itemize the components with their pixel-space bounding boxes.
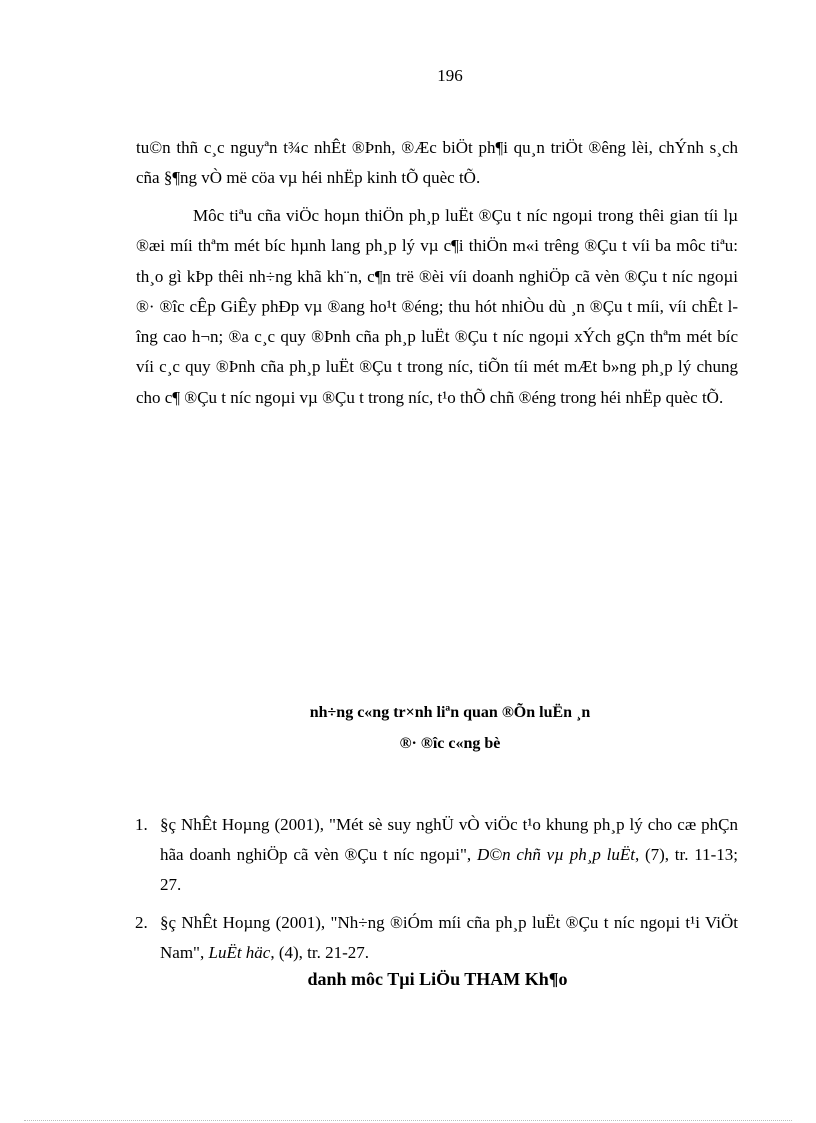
body-paragraph-2: Môc tiªu cña viÖc hoµn thiÖn ph¸p luËt ®Çu t níc ngoµi trong thêi gian tíi lµ ®æi míi thªm mét bíc hµnh lang ph¸p lý vµ c¶i thiÖn m«i trêng ®Çu t víi ba môc tiªu: th¸o gì kÞp thêi nh÷ng khã kh¨n, c¶n trë ®èi víi doanh nghiÖp cã vèn ®Çu t níc ngoµi ®· ®îc cÊp GiÊy phÐp vµ ®ang ho¹t ®éng; thu hót nhiÒu dù ¸n ®Çu t míi, víi chÊt lîng cao h¬n; ®a c¸c quy ®Þnh cña ph¸p luËt ®Çu t níc ngoµi xÝch gÇn thªm mét bíc víi c¸c quy ®Þnh cña ph¸p luËt ®Çu t trong níc, tiÕn tíi mét mÆt b»ng ph¸p lý chung cho c¶ ®Çu t níc ngoµi vµ ®Çu t trong níc, t¹o thÕ chñ ®éng trong héi nhËp quèc tÕ. <box>136 206 738 407</box>
reference-journal: D©n chñ vµ ph¸p luËt <box>476 845 635 864</box>
reference-text: §ç NhÊt Hoµng (2001), "Nh÷ng ®iÓm míi cña ph¸p luËt ®Çu t níc ngoµi t¹i ViÖt Nam", <box>160 913 738 962</box>
page-bottom-divider <box>24 1120 792 1121</box>
reference-item-2 <box>135 908 738 968</box>
reference-details: , (4), tr. 21-27. <box>270 943 370 962</box>
works-heading-line-2: ®· ®îc c«ng bè <box>399 735 501 752</box>
reference-text: §ç NhÊt Hoµng (2001), "Mét sè suy nghÜ vÒ viÖc t¹o khung ph¸p lý cho cæ phÇn hãa doanh nghiÖp cã vèn ®Çu t níc ngoµi", <box>160 815 738 864</box>
reference-number: 2. <box>135 913 148 932</box>
reference-details: , (7), tr. 11-13; 27. <box>160 845 738 894</box>
reference-number: 1. <box>135 815 148 834</box>
bibliography-title: danh môc Tµi LiÖu THAM Kh¶o <box>307 969 568 989</box>
reference-item-1 <box>135 810 738 900</box>
reference-journal: LuËt häc <box>208 943 271 962</box>
body-paragraph-1: tu©n thñ c¸c nguyªn t¾c nhÊt ®Þnh, ®Æc biÖt ph¶i qu¸n triÖt ®êng lèi, chÝnh s¸ch cña §¶ng vÒ më cöa vµ héi nhËp kinh tÕ quèc tÕ. <box>136 138 738 188</box>
page-number: 196 <box>437 66 463 85</box>
works-heading-line-1: nh÷ng c«ng tr×nh liªn quan ®Õn luËn ¸n <box>309 704 591 721</box>
